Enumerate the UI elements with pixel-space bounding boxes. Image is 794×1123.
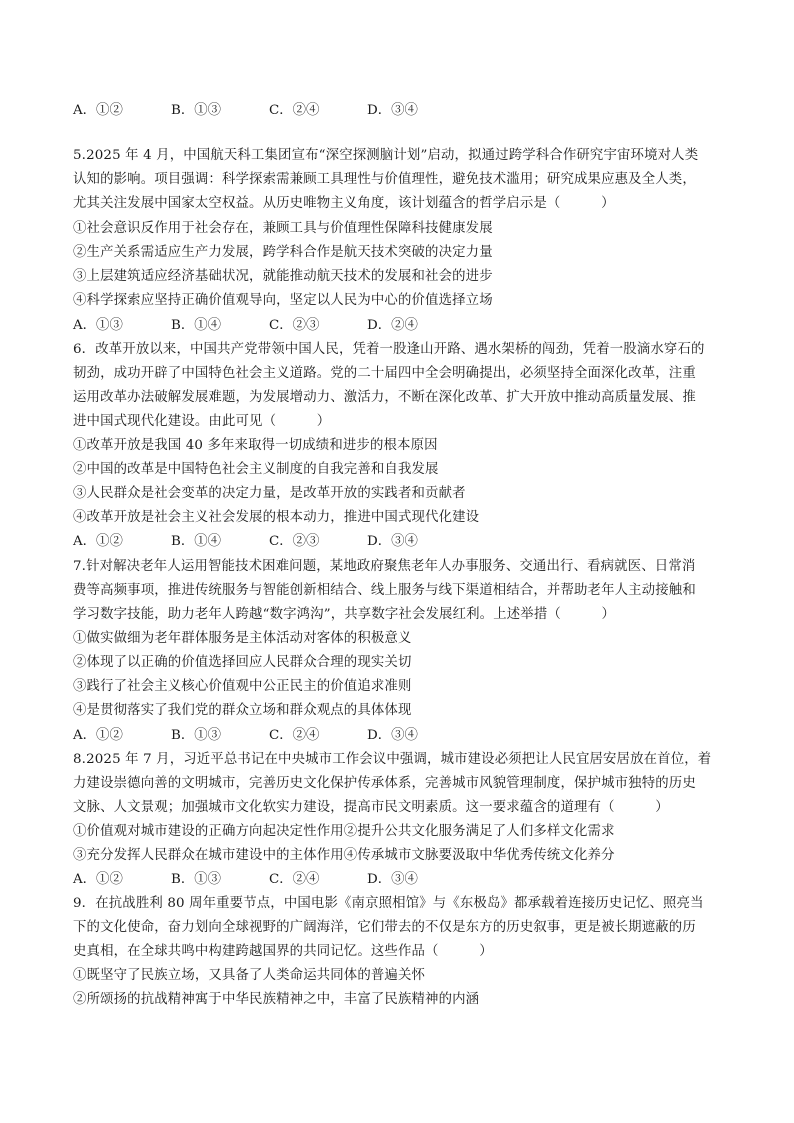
q9-statement-2: ②所颂扬的抗战精神寓于中华民族精神之中，丰富了民族精神的内涵 bbox=[73, 992, 480, 1007]
q9-statement-1: ①既坚守了民族立场，又具备了人类命运共同体的普遍关怀 bbox=[73, 968, 426, 983]
q9-stem-line-1: 9．在抗战胜利 80 周年重要节点，中国电影《南京照相馆》与《东极岛》都承载着连接历史记忆、照亮当 bbox=[73, 896, 704, 911]
option-b: B．①③ bbox=[171, 872, 222, 887]
q6-statement-1: ①改革开放是我国 40 多年来取得一切成绩和进步的根本原因 bbox=[73, 438, 438, 453]
option-a: A．①② bbox=[73, 872, 123, 887]
option-b: B．①④ bbox=[171, 534, 222, 549]
q8-stem-line-1: 8.2025 年 7 月，习近平总书记在中央城市工作会议中强调，城市建设必须把让人民宜居安居放在首位，着 bbox=[73, 752, 712, 767]
q6-statement-2: ②中国的改革是中国特色社会主义制度的自我完善和自我发展 bbox=[73, 462, 439, 477]
q8-stem-line-2: 力建设崇德向善的文明城市，完善历史文化保护传承体系，完善城市风貌管理制度，保护城市独特的历史 bbox=[73, 776, 696, 791]
q5-statement-4: ④科学探索应坚持正确价值观导向，坚定以人民为中心的价值选择立场 bbox=[73, 293, 493, 308]
q8-options bbox=[73, 871, 733, 889]
q6-stem-line-2: 韧劲，成功开辟了中国特色社会主义道路。党的二十届四中全会明确提出，必须坚持全面深化改革，注重 bbox=[73, 366, 696, 381]
q8-stem-line-3: 文脉、人文景观；加强城市文化软实力建设，提高市民文明素质。这一要求蕴含的道理有（ ） bbox=[73, 800, 669, 815]
q7-options bbox=[73, 727, 733, 745]
option-b: B．①③ bbox=[171, 103, 222, 118]
option-a: A．①③ bbox=[73, 318, 123, 333]
option-d: D．③④ bbox=[367, 103, 418, 118]
q7-statement-2: ②体现了以正确的价值选择回应人民群众合理的现实关切 bbox=[73, 655, 412, 670]
option-d: D．③④ bbox=[367, 872, 418, 887]
q7-statement-1: ①做实做细为老年群体服务是主体活动对客体的积极意义 bbox=[73, 631, 412, 646]
option-d: D．③④ bbox=[367, 728, 418, 743]
q5-statement-3: ③上层建筑适应经济基础状况，就能推动航天技术的发展和社会的进步 bbox=[73, 269, 493, 284]
q5-stem-line-2: 认知的影响。项目强调：科学探索需兼顾工具理性与价值理性，避免技术滥用；研究成果应惠及全人类， bbox=[73, 172, 696, 187]
q7-stem-line-1: 7.针对解决老年人运用智能技术困难问题，某地政府聚焦老年人办事服务、交通出行、看病就医、日常消 bbox=[73, 559, 696, 574]
option-c: C．②④ bbox=[269, 103, 320, 118]
q6-stem-line-3: 运用改革办法破解发展难题，为发展增动力、激活力，不断在深化改革、扩大开放中推动高质量发展、推 bbox=[73, 390, 696, 405]
q5-statement-1: ①社会意识反作用于社会存在，兼顾工具与价值理性保障科技健康发展 bbox=[73, 221, 493, 236]
q6-stem-line-1: 6．改革开放以来，中国共产党带领中国人民，凭着一股逢山开路、遇水架桥的闯劲，凭着一股滴水穿石的 bbox=[73, 342, 705, 357]
option-d: D．③④ bbox=[367, 534, 418, 549]
q5-options bbox=[73, 317, 733, 335]
option-a: A．①② bbox=[73, 103, 123, 118]
q7-statement-4: ④是贯彻落实了我们党的群众立场和群众观点的具体体现 bbox=[73, 703, 412, 718]
option-c: C．②④ bbox=[269, 728, 320, 743]
q5-statement-2: ②生产关系需适应生产力发展，跨学科合作是航天技术突破的决定力量 bbox=[73, 245, 493, 260]
option-a: A．①② bbox=[73, 728, 123, 743]
q6-statement-3: ③人民群众是社会变革的决定力量，是改革开放的实践者和贡献者 bbox=[73, 486, 466, 501]
q6-options bbox=[73, 533, 733, 551]
option-b: B．①③ bbox=[171, 728, 222, 743]
option-c: C．②③ bbox=[269, 534, 320, 549]
q7-stem-line-3: 学习数字技能，助力老年人跨越“数字鸿沟”，共享数字社会发展红利。上述举措（ ） bbox=[73, 607, 616, 622]
option-a: A．①② bbox=[73, 534, 123, 549]
q7-stem-line-2: 费等高频事项，推进传统服务与智能创新相结合、线上服务与线下渠道相结合，并帮助老年人主动接触和 bbox=[73, 583, 696, 598]
option-c: C．②③ bbox=[269, 318, 320, 333]
q9-stem-line-2: 下的文化使命，奋力划向全球视野的广阔海洋，它们带去的不仅是东方的历史叙事，更是被长期遮蔽的历 bbox=[73, 920, 696, 935]
q5-stem-line-1: 5.2025 年 4 月，中国航天科工集团宣布“深空探测脑计划”启动，拟通过跨学科合作研究宇宙环境对人类 bbox=[73, 148, 699, 163]
prev-question-options bbox=[73, 102, 733, 120]
q9-stem-line-3: 史真相，在全球共鸣中构建跨越国界的共同记忆。这些作品（ ） bbox=[73, 944, 493, 959]
option-b: B．①④ bbox=[171, 318, 222, 333]
q6-stem-line-4: 进中国式现代化建设。由此可见（ ） bbox=[73, 414, 331, 429]
q7-statement-3: ③践行了社会主义核心价值观中公正民主的价值追求准则 bbox=[73, 679, 412, 694]
q5-stem-line-3: 尤其关注发展中国家太空权益。从历史唯物主义角度，该计划蕴含的哲学启示是（ ） bbox=[73, 196, 615, 211]
option-c: C．②④ bbox=[269, 872, 320, 887]
q8-statement-1: ①价值观对城市建设的正确方向起决定性作用②提升公共文化服务满足了人们多样文化需求 bbox=[73, 824, 615, 839]
q8-statement-2: ③充分发挥人民群众在城市建设中的主体作用④传承城市文脉要汲取中华优秀传统文化养分 bbox=[73, 848, 615, 863]
option-d: D．②④ bbox=[367, 318, 418, 333]
q6-statement-4: ④改革开放是社会主义社会发展的根本动力，推进中国式现代化建设 bbox=[73, 510, 480, 525]
